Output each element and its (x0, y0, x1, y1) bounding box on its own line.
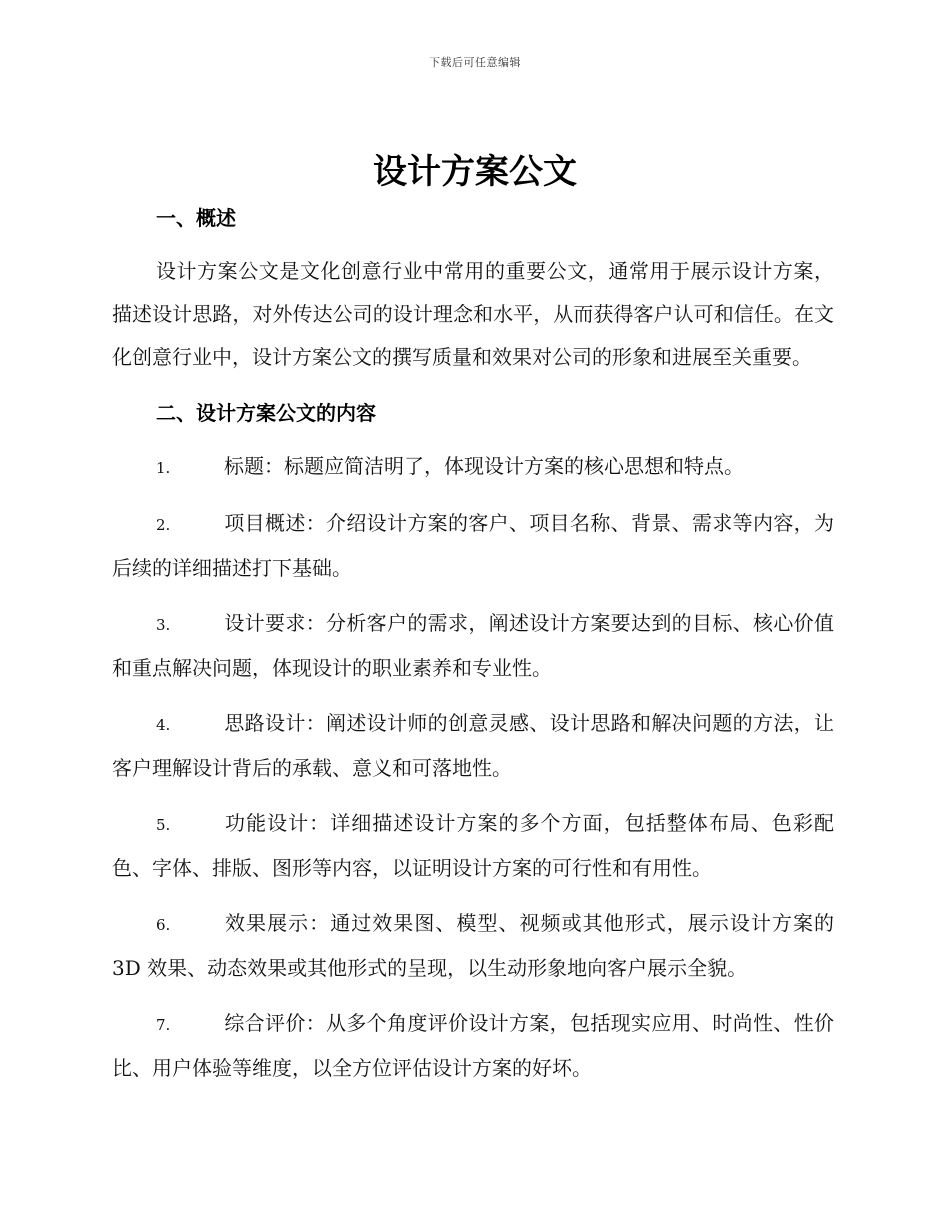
list-item-number: 6. (156, 916, 171, 934)
list-item-text: 项目概述：介绍设计方案的客户、项目名称、背景、需求等内容，为后续的详细描述打下基础。 (112, 511, 834, 580)
list-item (112, 902, 834, 990)
list-item (112, 445, 834, 490)
list-item (112, 802, 834, 890)
header-note: 下载后可任意编辑 (429, 56, 521, 69)
section-heading-content: 二、设计方案公文的内容 (156, 401, 376, 425)
list-item-text: 设计要求：分析客户的需求，阐述设计方案要达到的目标、核心价值和重点解决问题，体现设计的职业素养和专业性。 (112, 611, 834, 680)
list-item-number: 5. (156, 816, 171, 834)
list-item-text: 综合评价：从多个角度评价设计方案，包括现实应用、时尚性、性价比、用户体验等维度，以全方位评估设计方案的好坏。 (112, 1011, 834, 1080)
list-item-text: 标题：标题应简洁明了，体现设计方案的核心思想和特点。 (224, 454, 744, 478)
list-item (112, 502, 834, 590)
list-item-number: 4. (156, 716, 171, 734)
list-item (112, 1002, 834, 1090)
list-item (112, 602, 834, 690)
list-item-text: 效果展示：通过效果图、模型、视频或其他形式，展示设计方案的 3D 效果、动态效果或其他形式的呈现，以生动形象地向客户展示全貌。 (112, 911, 834, 980)
list-item-text: 思路设计：阐述设计师的创意灵感、设计思路和解决问题的方法，让客户理解设计背后的承载、意义和可落地性。 (112, 711, 834, 780)
section-heading-overview: 一、概述 (156, 206, 236, 230)
list-item-number: 1. (156, 459, 171, 477)
overview-paragraph: 设计方案公文是文化创意行业中常用的重要公文，通常用于展示设计方案，描述设计思路，对外传达公司的设计理念和水平，从而获得客户认可和信任。在文化创意行业中，设计方案公文的撰写质量和效果对公司的形象和进展至关重要。 (112, 259, 834, 369)
document-body (112, 196, 834, 1090)
list-item-number: 3. (156, 616, 171, 634)
list-item (112, 702, 834, 790)
list-item-number: 7. (156, 1016, 171, 1034)
list-item-number: 2. (156, 516, 171, 534)
list-item-text: 功能设计：详细描述设计方案的多个方面，包括整体布局、色彩配色、字体、排版、图形等内容，以证明设计方案的可行性和有用性。 (112, 811, 834, 880)
document-title: 设计方案公文 (373, 152, 577, 192)
